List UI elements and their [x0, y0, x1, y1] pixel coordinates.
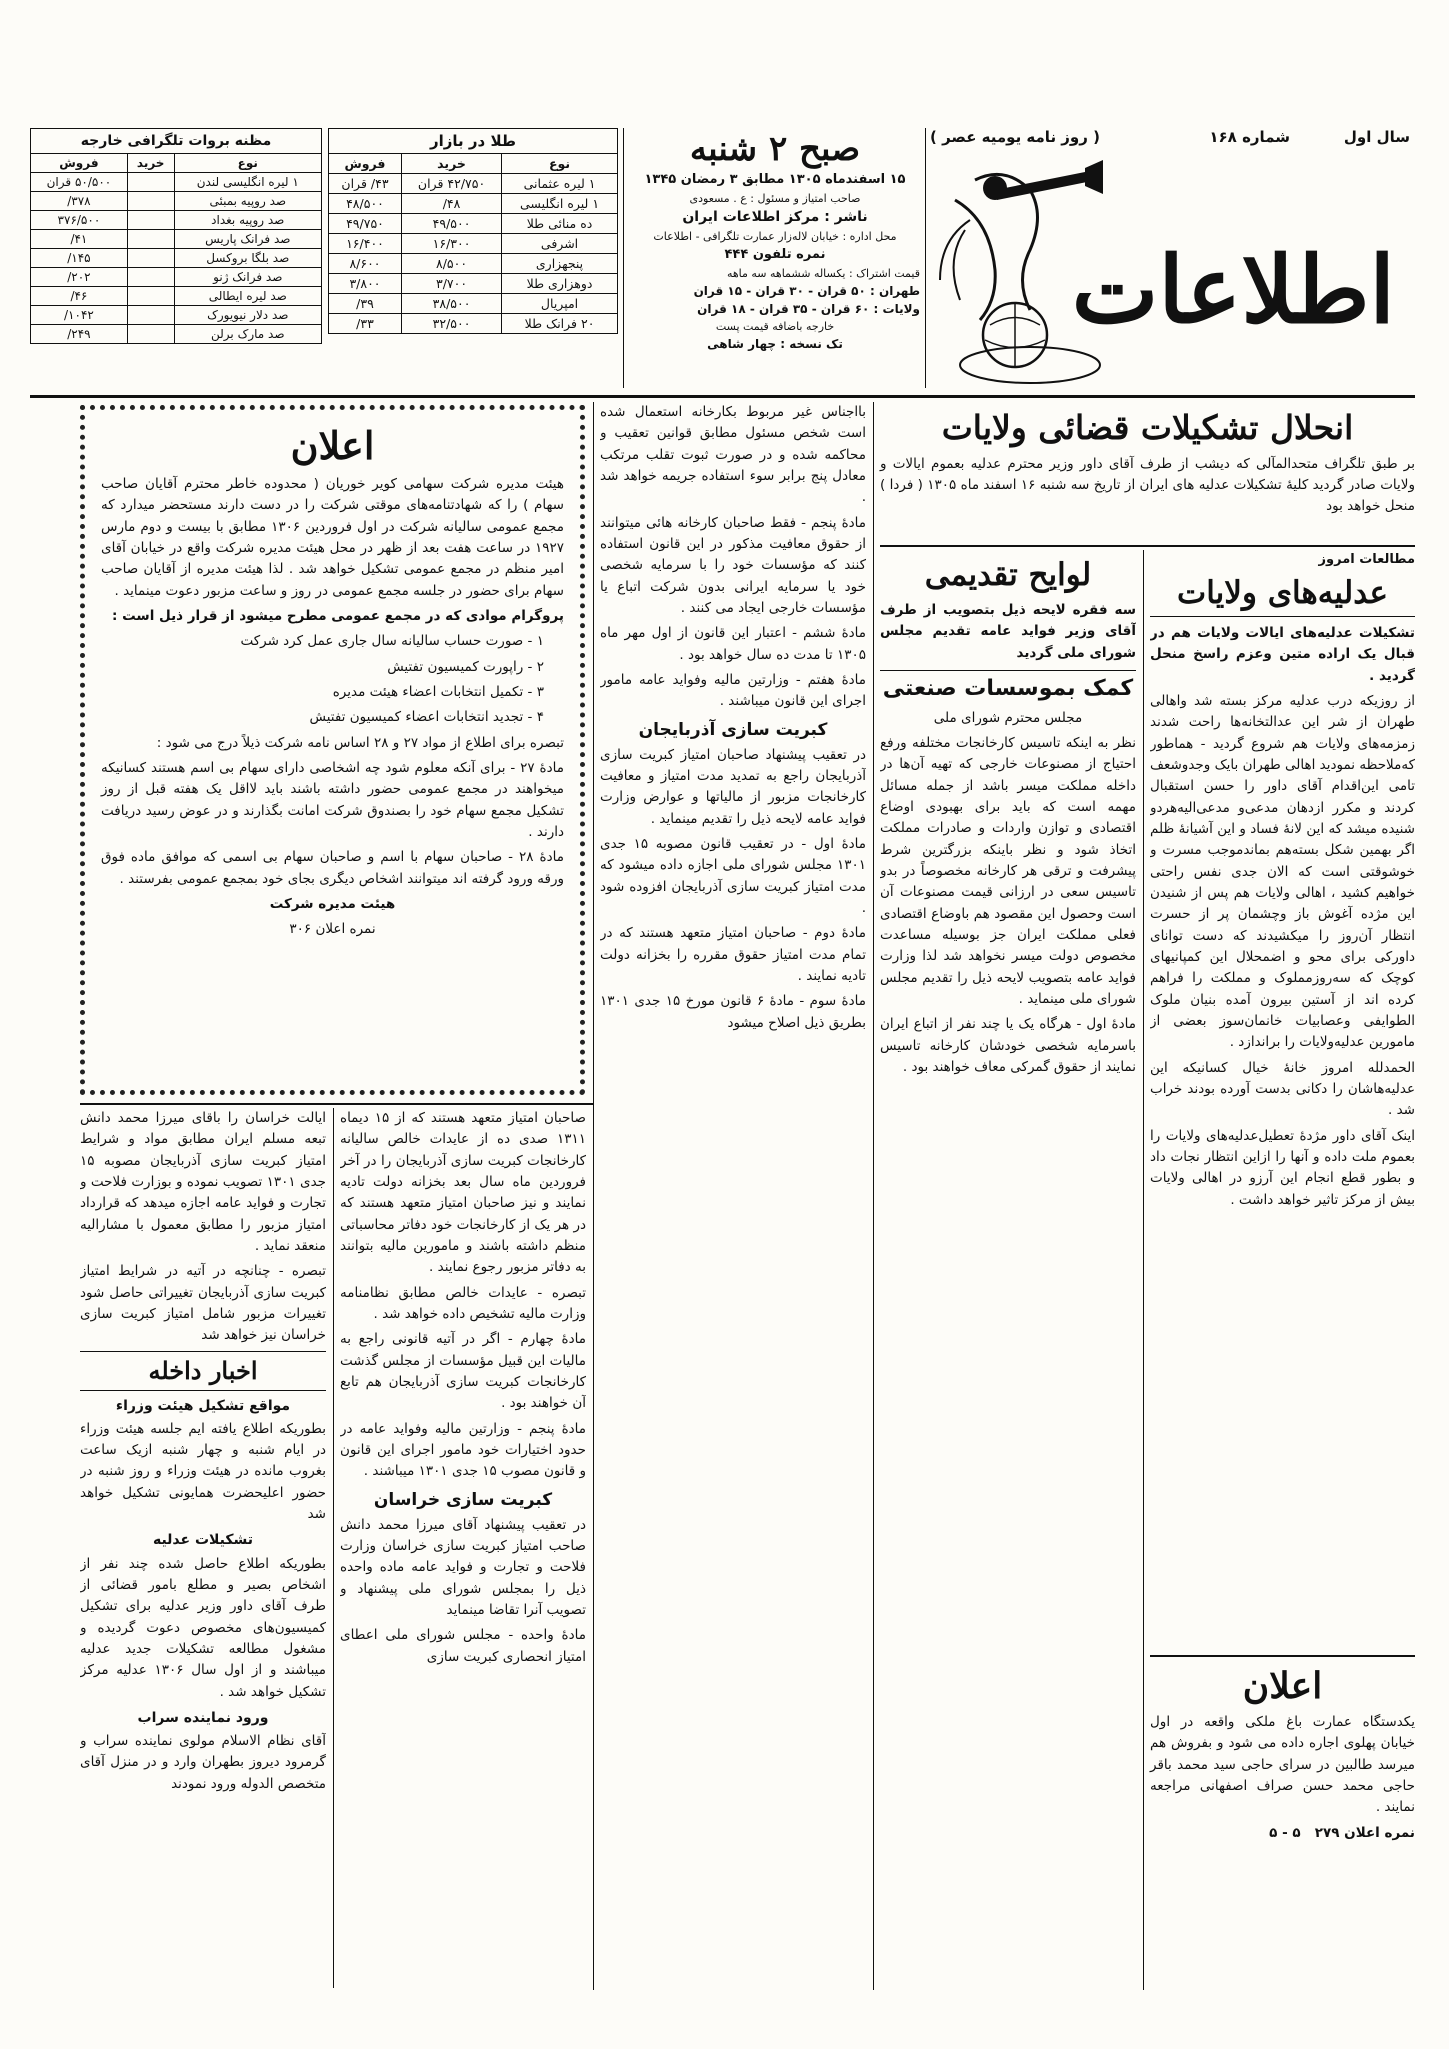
news-paragraph: بطوریکه اطلاع یافته ایم جلسه هیئت وزراء در ایام شنبه و چهار شنبه ازیک ساعت بغروب مانده در هیئت وزراء و روز شنبه در حضور اعلیحضرت همایونی تشکیل خواهد شد — [80, 1420, 326, 1523]
main-headline-block — [880, 402, 1415, 540]
article-paragraph: تبصره - عایدات خالص مطابق نظامنامه وزارت مالیه تشخیص داده خواهد شد . — [340, 1284, 586, 1322]
subscription-tehran: طهران : ۵۰ قران - ۳۰ قران - ۱۵ قران — [693, 284, 920, 298]
article-paragraph: مادهٔ اول - هرگاه یک یا چند نفر از اتباع ایران باسرمایه شخصی خودشان کارخانه تاسیس نمایند از حقوق گمرکی معاف خواهند بود . — [880, 1016, 1136, 1075]
notice-signature: هیئت مدیره شرکت — [269, 895, 396, 912]
cell: پنجهزاری — [502, 254, 618, 274]
telegraph-table — [30, 153, 322, 344]
cell — [127, 211, 174, 230]
owner-line: صاحب امتیاز و مسئول : ع . مسعودی — [689, 192, 861, 205]
news-paragraph: آقای نظام الاسلام مولوی نماینده سراب و گرمرود دیروز بطهران وارد و در منزل آقای متخصص الدوله ورود نمودند — [80, 1733, 326, 1792]
table-row — [329, 294, 618, 314]
date-line: ۱۵ اسفندماه ۱۳۰۵ مطابق ۳ رمضان ۱۳۴۵ — [644, 172, 906, 187]
table-row — [329, 214, 618, 234]
cell — [127, 325, 174, 344]
article-lavayeh — [880, 550, 1136, 1990]
section-subtitle: کبریت سازی خراسان — [373, 1489, 553, 1510]
cell: ۴۹/۷۵۰ — [329, 214, 402, 234]
single-price: تک نسخه : چهار شاهی — [707, 337, 843, 351]
cell: ۴۳/ قران — [329, 174, 402, 194]
notice-paragraph: مادهٔ ۲۸ - صاحبان سهام با اسم و صاحبان سهام بی اسمی که موافق ماده فوق ورقه ورود گرفته اند میتوانند اشخاص دیگری بجای خود بمجمع عمومی بفرستند . — [101, 849, 564, 887]
table-row — [329, 174, 618, 194]
cell: ۳/۷۰۰ — [401, 274, 501, 294]
notice-box — [80, 405, 585, 1095]
article-paragraph: مادهٔ اول - در تعقیب قانون مصوبه ۱۵ جدی ۱۳۰۱ مجلس شورای ملی اجازه داده میشود که مدت امتیاز کبریت سازی آذربایجان افزوده شود . — [600, 836, 866, 916]
article-title: لوایح تقدیمی — [924, 557, 1092, 593]
tel-col-type: نوع — [174, 154, 321, 173]
issue-meta — [930, 128, 1410, 154]
table-row — [329, 254, 618, 274]
cell: ۱۶/۳۰۰ — [401, 234, 501, 254]
table-row — [31, 268, 322, 287]
cell: ۱ لیره انگلیسی لندن — [174, 173, 321, 192]
phone-line: نمره تلفون ۴۴۴ — [724, 247, 826, 262]
gold-market-table — [328, 128, 618, 334]
cell: ۲۰ فرانک طلا — [502, 314, 618, 334]
cell — [127, 230, 174, 249]
article-paragraph: تبصره - چنانچه در آتیه در شرایط امتیاز کبریت سازی آذربایجان تغییراتی حاصل شود تغییرات مزبور شامل امتیاز کبریت سازی خراسان نیز خواهد شد — [80, 1263, 326, 1344]
article-paragraph: از روزیکه درب عدلیه مرکز بسته شد واهالی طهران از شر این عدالتخانه‌ها راحت شدند زمزمه‌های ولایات هم شروع گردید - هماطور که‌ملاحظه نمودید اهالی طهران بایک وجدوشعف تامی این‌اقدام آقای داور را حسن استقبال کردند و مکرر ازدهان مدعی‌و مدعی‌الیه‌هردو شنیده میشد که این لانهٔ فساد و این آشیانهٔ ظلم اگر بهمین شکل بسته‌هم بماندموجب مسرت و خوشوقتی است که الان جدی نفس راحتی خواهیم کشید ، اهالی ولایات هم پس از شنیدن این مژده آغوش باز وچشمان پر از حسرت انتظار آن‌روز را میکشیدند که دست توانای داورکی برای محو و اضمحلال این کمپانیهای کوچک که سه‌روزمملوک و مملکت را فراهم کرده اند از آستین بیرون آمده بنیان ملوک الطوایفی وعصابیات خانمان‌سوز بعضی از مامورین عدلیه‌ولایات را براندازد . — [1150, 692, 1415, 1051]
gold-col-buy: خرید — [401, 154, 501, 174]
cell: ۳۷۸/ — [31, 192, 128, 211]
telegraph-table-title: مظنه بروات تلگرافی خارجه — [30, 128, 322, 153]
article-lead: تشکیلات عدلیه‌های ایالات ولایات هم در قبال یک اراده متین وعزم راسخ منحل گردید . — [1150, 625, 1415, 684]
cell: صد لیره ایطالی — [174, 287, 321, 306]
cell: ۱۰۴۲/ — [31, 306, 128, 325]
table-row — [31, 173, 322, 192]
table-row — [31, 249, 322, 268]
article-paragraph: ایالت خراسان را باقای میرزا محمد دانش تبعه مسلم ایران مطابق مواد و شرایط امتیاز کبریت سازی آذربایجان مصوبه ۱۵ جدی ۱۳۰۱ تصویب نموده و بوزارت فلاحت و تجارت و فواید عامه اجازه میدهد که قرارداد امتیاز مزبور را مطابق معمول با مشارالیه منعقد نماید . — [80, 1110, 326, 1254]
article-kicker: مطالعات امروز — [1318, 552, 1415, 567]
cell: ۴۱/ — [31, 230, 128, 249]
article-paragraph: مادهٔ چهارم - اگر در آتیه قانونی راجع به مالیات این قبیل مؤسسات از مجلس گذشت کارخانجات کبریت سازی آذربایجان هم تابع آن خواهند بود . — [340, 1331, 586, 1412]
notice-title: اعلان — [290, 423, 375, 468]
cell: صد مارک برلن — [174, 325, 321, 344]
article-paragraph: اینک آقای داور مژدهٔ تعطیل‌عدلیه‌های ولایات را بعموم ملت داده و آنها را ازاین انتظار نجات داد و بطور قطع انجام این آرزو در اهالی ولایات بیش از مرکز تاثیر خواهد داشت . — [1150, 1127, 1415, 1208]
article-lead: سه فقره لایحه ذیل بتصویب از طرف آقای وزیر فواید عامه تقدیم مجلس شورای ملی گردید — [880, 602, 1136, 661]
gold-table — [328, 153, 618, 334]
office-line: محل اداره : خیابان لاله‌زار عمارت تلگرافی - اطلاعات — [653, 230, 897, 243]
cell: ۳۹/ — [329, 294, 402, 314]
article-paragraph: در تعقیب پیشنهاد آقای میرزا محمد دانش صاحب امتیاز کبریت سازی خراسان وزارت فلاحت و تجارت و فواید عامه ماده واحده ذیل را بمجلس شورای ملی پیشنهاد و تصویب آنرا تقاضا مینماید — [340, 1516, 586, 1618]
table-row — [329, 194, 618, 214]
article-paragraph: مادهٔ واحده - مجلس شورای ملی اعطای امتیاز انحصاری کبریت سازی — [340, 1627, 586, 1665]
cell: صد روپیه بغداد — [174, 211, 321, 230]
article-paragraph: مجلس محترم شورای ملی — [933, 709, 1083, 726]
article-paragraph: مادهٔ پنجم - فقط صاحبان کارخانه هائی میتوانند از حقوق معافیت مذکور در این قانون استفاده کنند که مؤسسات خود را با سرمایه شخصی خود یا سرمایه ایرانی بدون شرکت اتباع یا مؤسسات خارجی ایجاد می کنند . — [600, 514, 866, 616]
article-paragraph: مادهٔ ششم - اعتبار این قانون از اول مهر ماه ۱۳۰۵ تا مدت ده سال خواهد بود . — [600, 625, 866, 663]
table-row — [31, 306, 322, 325]
table-row — [31, 192, 322, 211]
article-paragraph: نظر به اینکه تاسیس کارخانجات مختلفه ورفع احتیاج از مصنوعات خارجی که تهیه آن‌ها در داخله مملکت میسر باشد از جمله مسائل مهمه است که باید برای بهبودی اوضاع اقتصادی و توازن واردات و صادرات مملکت اتخاذ شود و نظر باینکه بزرگترین شرط پیشرفت و ترقی هر کارخانه مخصوصاً در بدو تاسیس سعی در ارزانی قیمت مصنوعات آن است وحصول این مقصود هم باوضاع اقتصادی فعلی مملکت ایران جز بوسیله مساعدت مخصوص دولت میسر نخواهد شد لذا وزارت فواید عامه بتصویب لایحه ذیل را تقدیم مجلس شورای ملی مینماید . — [880, 734, 1136, 1007]
notice-item: ۳ - تکمیل انتخابات اعضاء هیئت مدیره — [332, 683, 544, 700]
cell: صد روپیه بمبئی — [174, 192, 321, 211]
article-paragraph: مادهٔ دوم - صاحبان امتیاز متعهد هستند که در تمام مدت امتیاز حقوق مقرره را بخزانه دولت تادیه نمایند . — [600, 925, 866, 984]
table-row — [31, 325, 322, 344]
cell: ۵۰/۵۰۰ قران — [31, 173, 128, 192]
bottom-mid-article — [340, 1108, 586, 1988]
masthead-subtitle: ( روز نامه یومیه عصر ) — [930, 128, 1100, 146]
article-paragraph: مادهٔ سوم - مادهٔ ۶ قانون مورخ ۱۵ جدی ۱۳۰۱ بطریق ذیل اصلاح میشود — [600, 993, 866, 1031]
news-paragraph: بطوریکه اطلاع حاصل شده چند نفر از اشخاص بصیر و مطلع بامور قضائی از طرف آقای داور وزیر عدلیه برای تشکیل کمیسیون‌های مخصوص دعوت گردیده و مشغول مطالعه تشکیلات جدید عدلیه میباشند و از اول سال ۱۳۰۶ عدلیه مرکز تشکیل خواهد شد . — [80, 1555, 326, 1700]
cell: ده منائی طلا — [502, 214, 618, 234]
tel-col-sell: فروش — [31, 154, 128, 173]
table-row — [329, 274, 618, 294]
cell: ۴۸/ — [401, 194, 501, 214]
cell — [127, 173, 174, 192]
cell: صد فرانک پاریس — [174, 230, 321, 249]
article-adliye — [1150, 550, 1415, 1650]
ad-ref: نمره اعلان ۲۷۹ — [1314, 1824, 1415, 1841]
table-row — [329, 314, 618, 334]
article-paragraph: صاحبان امتیاز متعهد هستند که از ۱۵ دیماه ۱۳۱۱ صدی ده از عایدات خالص سالیانه کارخانجات کبریت سازی آذربایجان را در آخر فروردین ماه سال بعد بخزانه دولت تادیه نمایند و نیز صاحبان امتیاز متعهد هستند که در هر یک از کارخانجات خود دفاتر محاسباتی منظم داشته باشند و مامورین مالیه بتوانند به دفاتر مزبور رجوع نمایند . — [340, 1110, 586, 1276]
notice-item: ۲ - راپورت کمیسیون تفتیش — [387, 658, 544, 675]
ad-title: اعلان — [1242, 1665, 1323, 1707]
publication-details — [630, 128, 920, 388]
article-title: عدلیه‌های ولایات — [1150, 570, 1415, 617]
bottom-ad — [1150, 1660, 1415, 1990]
gold-col-sell: فروش — [329, 154, 402, 174]
news-heading: تشکیلات عدلیه — [152, 1532, 254, 1549]
cell: ۳۳/ — [329, 314, 402, 334]
telegraph-rates-table — [30, 128, 322, 344]
day-title: صبح ۲ شنبه — [689, 129, 861, 169]
cell: ۴۶/ — [31, 287, 128, 306]
section-title: اخبار داخله — [80, 1351, 326, 1391]
cell: ۸/۵۰۰ — [401, 254, 501, 274]
cell: ۴۲/۷۵۰ قران — [401, 174, 501, 194]
cell: ۱ لیره انگلیسی — [502, 194, 618, 214]
notice-ref: نمره اعلان ۳۰۶ — [289, 921, 376, 938]
table-row — [31, 287, 322, 306]
notice-item: ۴ - تجدید انتخابات اعضاء کمیسیون تفتیش — [309, 709, 544, 726]
cell — [127, 268, 174, 287]
ad-count: ۵ - ۵ — [1269, 1824, 1301, 1841]
main-headline-text: بر طبق تلگراف متحدالمآلی که دیشب از طرف آقای داور وزیر محترم عدلیه بعموم ایالات و ولایات صادر گردید کلیهٔ تشکیلات عدلیه های ایران از تاریخ سه شنبه ۱۶ اسفند ماه ۱۳۰۵ ( فردا ) منحل خواهد بود — [880, 456, 1415, 514]
issue-number: شماره ۱۶۸ — [1209, 128, 1290, 146]
cell: ۸/۶۰۰ — [329, 254, 402, 274]
article-paragraph: در تعقیب پیشنهاد صاحبان امتیاز کبریت سازی آذربایجان راجع به تمدید مدت امتیاز و معافیت کارخانجات مزبور از مالیاتها و عوارض وزارت فواید عامه لایحه ذیل را تقدیم مینماید . — [600, 746, 866, 827]
article-paragraph: مادهٔ هفتم - وزارتین مالیه وفواید عامه مامور اجرای این قانون میباشند . — [600, 671, 866, 710]
bottom-left-article — [80, 1108, 326, 1988]
cell: ۲۰۲/ — [31, 268, 128, 287]
year-label: سال اول — [1343, 128, 1410, 146]
cell — [127, 192, 174, 211]
gold-table-title: طلا در بازار — [328, 128, 618, 153]
notice-paragraph: هیئت مدیره شرکت سهامی کویر خوریان ( محدوده خاطر محترم آقایان صاحب سهام ) را که شهادتنامه‌های موقتی شرکت را در دست دارند مستحضر میدارد که مجمع عمومی سالیانه شرکت در اول فروردین ۱۳۰۶ مطابق با بیست و دوم مارس ۱۹۲۷ در ساعت هفت بعد از ظهر در محل هیئت مدیره شرکت واقع در خیابان آقای امیر منظم در مجمع عمومی تشکیل خواهد شد . لذا هیئت مدیره از آقایان صاحب سهام برای حضور در جلسه مجمع عمومی در روز و ساعت مزبور دعوت مینماید . — [101, 476, 564, 599]
subscription-abroad: خارجه باضافه قیمت پست — [715, 320, 835, 333]
article-subtitle: کمک بموسسات صنعتی — [880, 670, 1136, 704]
notice-item: ۱ - صورت حساب سالیانه سال جاری عمل کرد شرکت — [240, 633, 544, 650]
news-heading: ورود نماینده سراب — [137, 1709, 269, 1726]
table-row — [31, 230, 322, 249]
cell — [127, 287, 174, 306]
cell: صد بلگا بروکسل — [174, 249, 321, 268]
newspaper-logo — [935, 160, 1405, 390]
cell: ۳۲/۵۰۰ — [401, 314, 501, 334]
notice-paragraph: پروگرام موادی که در مجمع عمومی مطرح میشود از قرار ذیل است : — [112, 607, 564, 624]
table-row — [31, 211, 322, 230]
cell: امپریال — [502, 294, 618, 314]
subscription-provinces: ولایات : ۶۰ قران - ۳۵ قران - ۱۸ قران — [697, 302, 920, 316]
cell: ۳۸/۵۰۰ — [401, 294, 501, 314]
cell: ۱ لیره عثمانی — [502, 174, 618, 194]
article-paragraph: الحمدلله امروز خانهٔ خیال کسانیکه این عدلیه‌هاشان را دکانی بدست آورده بودند خراب شد . — [1150, 1059, 1415, 1119]
cell: ۴۹/۵۰۰ — [401, 214, 501, 234]
article-paragraph: بااجناس غیر مربوط بکارخانه استعمال شده است شخص مسئول مطابق قوانین تعقیب و محاکمه شده و در صورت ثبوت تقلب مرتکب معادل پنج برابر سوء استفاده جریمه خواهد شد . — [600, 404, 866, 506]
masthead-divider — [30, 395, 1415, 398]
notice-paragraph: مادهٔ ۲۷ - برای آنکه معلوم شود چه اشخاصی دارای سهام بی اسم هستند کسانیکه میخواهند در مجمع عمومی حضور داشته باشند باید لااقل یک هفته قبل از روز تشکیل مجمع سهام خود را بصندوق شرکت امانت بگذارند و در عوض رسید دریافت دارند . — [101, 759, 564, 840]
cell: ۱۴۵/ — [31, 249, 128, 268]
main-headline: انحلال تشکیلات قضائی ولایات — [941, 408, 1354, 447]
cell: ۳/۸۰۰ — [329, 274, 402, 294]
notice-paragraph: تبصره برای اطلاع از مواد ۲۷ و ۲۸ اساس نامه شرکت ذیلاً درج می شود : — [156, 734, 564, 751]
cell: ۳۷۶/۵۰۰ — [31, 211, 128, 230]
masthead — [0, 0, 1449, 395]
tel-col-buy: خرید — [127, 154, 174, 173]
article-paragraph: مادهٔ پنجم - وزارتین مالیه وفواید عامه در حدود اختیارات خود مامور اجرای این قانون و قانون مصوب ۱۵ جدی ۱۳۰۱ میباشند . — [340, 1420, 586, 1480]
subscription-header: قیمت اشتراک : یکساله ششماهه سه ماهه — [726, 267, 920, 280]
cell: صد دلار نیویورک — [174, 306, 321, 325]
article-middle — [600, 402, 866, 1990]
cell: ۴۸/۵۰۰ — [329, 194, 402, 214]
ad-footer — [1150, 1823, 1415, 1844]
cell: دوهزاری طلا — [502, 274, 618, 294]
cell — [127, 306, 174, 325]
cell: ۱۶/۴۰۰ — [329, 234, 402, 254]
ad-text: یکدستگاه عمارت باغ ملکی واقعه در اول خیابان پهلوی اجاره داده می شود و بفروش هم میرسد طالبین در سرای حاجی سید محمد باقر حاجی محمد حسن صراف اصفهانی مراجعه نمایند . — [1150, 1714, 1415, 1816]
cell — [127, 249, 174, 268]
publisher-line: ناشر : مرکز اطلاعات ایران — [682, 209, 868, 225]
section-subtitle: کبریت سازی آذربایجان — [638, 719, 828, 740]
gold-col-type: نوع — [502, 154, 618, 174]
news-heading: مواقع تشکیل هیئت وزراء — [115, 1397, 291, 1414]
table-row — [329, 234, 618, 254]
logo-wordmark: اطلاعات — [1071, 236, 1395, 344]
cell: ۲۴۹/ — [31, 325, 128, 344]
cell: صد فرانک ژنو — [174, 268, 321, 287]
cell: اشرفی — [502, 234, 618, 254]
